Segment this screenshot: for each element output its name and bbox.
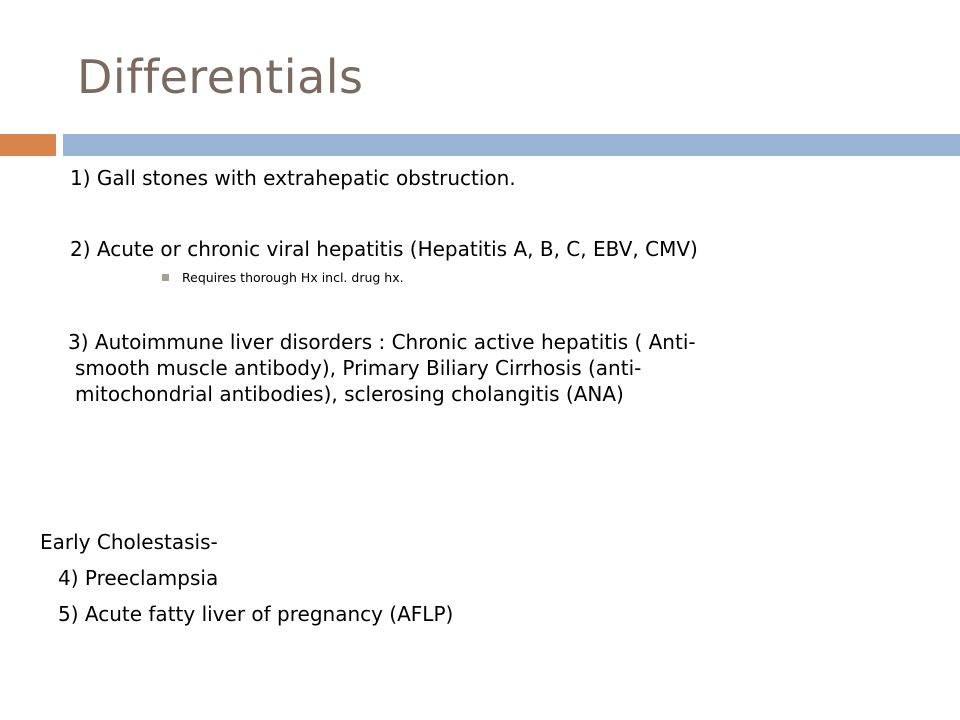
differential-item-5: 5) Acute fatty liver of pregnancy (AFLP) <box>58 602 454 626</box>
differential-item-4: 4) Preeclampsia <box>58 566 219 590</box>
differential-item-3-line-2: smooth muscle antibody), Primary Biliary Cirrhosis (anti- <box>75 356 642 380</box>
differential-item-3-line-1: 3) Autoimmune liver disorders : Chronic active hepatitis ( Anti- <box>68 330 696 354</box>
differential-item-3-line-3: mitochondrial antibodies), sclerosing cholangitis (ANA) <box>75 382 624 406</box>
sub-bullet-item <box>162 270 404 286</box>
slide-title: Differentials <box>77 50 364 104</box>
square-bullet-icon <box>162 274 169 281</box>
early-cholestasis-heading: Early Cholestasis- <box>40 530 218 554</box>
differential-item-1: 1) Gall stones with extrahepatic obstruction. <box>70 166 516 190</box>
accent-bar-blue <box>63 134 960 156</box>
sub-bullet-text: Requires thorough Hx incl. drug hx. <box>182 270 404 285</box>
differential-item-2: 2) Acute or chronic viral hepatitis (Hepatitis A, B, C, EBV, CMV) <box>70 237 698 261</box>
accent-bar-orange <box>0 134 56 156</box>
